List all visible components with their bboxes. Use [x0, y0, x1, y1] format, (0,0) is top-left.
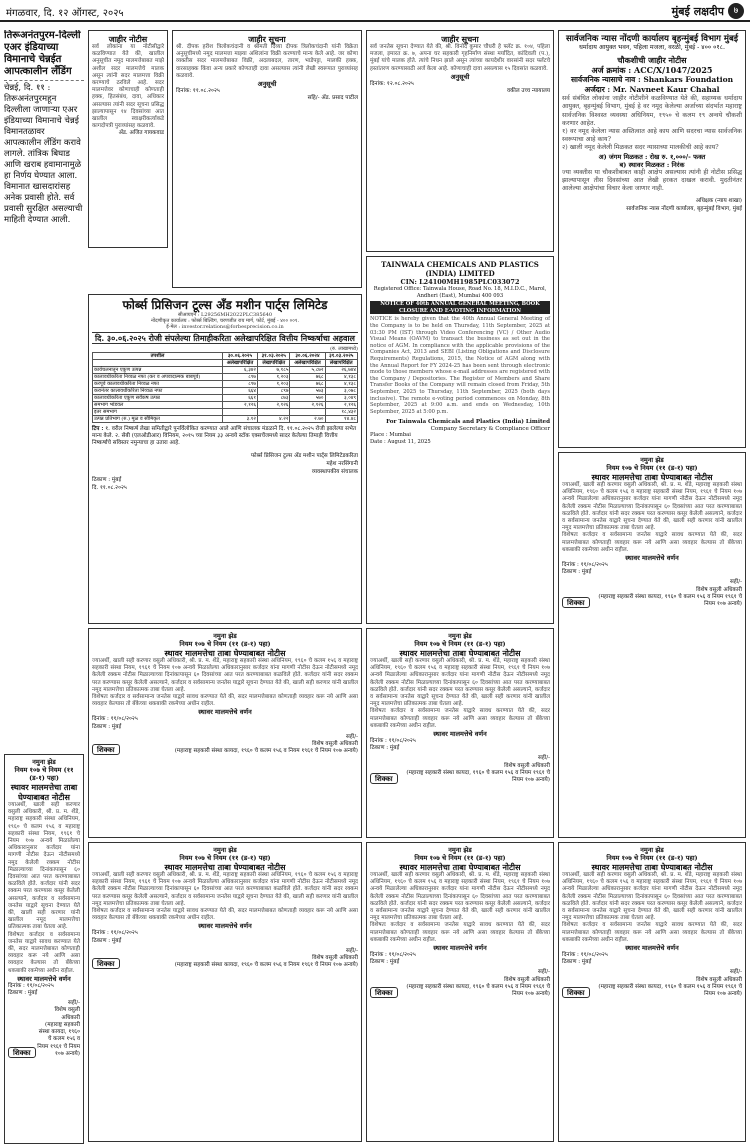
seal-stamp: शिक्का — [8, 1047, 36, 1058]
notice-form: नमुना झेड — [32, 758, 56, 766]
news-column — [4, 30, 84, 750]
newspaper-name: मुंबई लक्षदीप — [671, 5, 724, 18]
notice-body-2: विशेषतः कर्जदार व सर्वसामान्य जनतेस याद्वारे सावध करण्यात येते की, सदर मालमत्तेबाबत कोणताही व्यवहार करू नये आणि असा व्यवहार केल्यास तो बँकेच्या थकबाकी रकमेच्या अधीन राहील. — [370, 922, 550, 943]
notice-officer: विशेष वसुली अधिकारी — [312, 741, 358, 748]
notice-signer: सहि/- ॲड. प्रसाद पाटील — [307, 95, 358, 102]
notice-officer: विशेष वसुली अधिकारी — [696, 976, 742, 983]
notice-date: दिनांक : ११/०८/२०२५ — [562, 562, 608, 569]
row-value: ८९७ — [222, 374, 257, 381]
row-value — [222, 409, 257, 416]
table-col-sub: लेखापरिक्षित — [325, 360, 357, 367]
row-label: करानंतर कालावधीकरिता निव्वळ नफा — [93, 388, 223, 395]
row-value: २.७० — [290, 416, 325, 423]
notice-rule: नियम १०७ चे नियम (११ (ड-१) पहा) — [606, 464, 698, 472]
notice-signer: सही/- — [346, 947, 358, 954]
case-number: अर्ज क्रमांक : ACC/X/1047/2025 — [591, 65, 713, 76]
applicant: अर्जदार : Mr. Navneet Kaur Chahal — [584, 85, 720, 95]
notice-body: ज्याअर्थी, खाली सही करणार वसुली अधिकारी, श्री. प्र. म. शेंडे, महाराष्ट्र सहकारी संस्था अधिनियम, १९६० चे कलम १५६ व महाराष्ट्र सहकारी संस्था नियम, १९६१ चे नियम १०७ अन्वये मिळालेल्या अधिकारानुसार कर्जदार यांना मागणी नोटीस देऊन नोटीसमध्ये नमूद केलेली रक्कम नोटीस मिळाल्याच्या दिनांकापासून ६० दिवसांच्या आत परत करण्याबाबत कळविले होते. कर्जदार यांनी सदर रक्कम परत करण्यास कसूर केलेली असल्याने, कर्जदार व सर्वसामान्य जनतेस याद्वारे सूचना देण्यात येते की, खाली सही करणार यांनी खालील नमूद मालमत्तेचा प्रतिकात्मक ताबा घेतला आहे. — [562, 482, 742, 532]
seal-stamp: शिक्का — [92, 744, 120, 755]
row-value: ४,१३८ — [325, 381, 357, 388]
place: Place : Mumbai — [370, 432, 411, 439]
notice-date: दिनांक : ११/०८/२०२५ — [8, 982, 54, 989]
row-value: १४.४८ — [325, 416, 357, 423]
row-value: १,२०३ — [258, 374, 290, 381]
seal-stamp: शिक्का — [370, 987, 398, 998]
table-col-header: ३०.०६.२०२४ — [290, 353, 325, 360]
notice-place: ठिकाण : मुंबई — [92, 937, 122, 944]
notice-body-2: विशेषतः कर्जदार व सर्वसामान्य जनतेस याद्वारे सावध करण्यात येते की, सदर मालमत्तेबाबत कोणताही व्यवहार करू नये आणि असा व्यवहार केल्यास तो बँकेच्या थकबाकी रकमेच्या अधीन राहील. — [370, 708, 550, 729]
office-address: धर्मादाय आयुक्त भवन, पहिला मजला, वरळी, मुंबई - ४०० ०१८. — [579, 44, 725, 51]
notice-place: ठिकाण : मुंबई — [370, 745, 400, 752]
notice-body: ज्याअर्थी, खाली सही करणार वसुली अधिकारी, श्री. प्र. म. शेंडे, महाराष्ट्र सहकारी संस्था अधिनियम, १९६० चे कलम १५६ व महाराष्ट्र सहकारी संस्था नियम, १९६१ चे नियम १०७ अन्वये मिळालेल्या अधिकारानुसार कर्जदार यांना मागणी नोटीस देऊन नोटीसमध्ये नमूद केलेली रक्कम नोटीस मिळाल्याच्या दिनांकापासून ६० दिवसांच्या आत परत करण्याबाबत कळविले होते. कर्जदार यांनी सदर रक्कम परत करण्यास कसूर केलेली असल्याने, कर्जदार व सर्वसामान्य जनतेस याद्वारे सूचना देण्यात येते की, खाली सही करणार यांनी खालील नमूद मालमत्तेचा प्रतिकात्मक ताबा घेतला आहे. — [92, 872, 358, 907]
row-label: समभाग भांडवल — [93, 402, 223, 409]
table-col-sub: अलेखापरिक्षित — [222, 360, 257, 367]
schedule-title: अनुसूची — [257, 80, 277, 89]
possession-notice — [366, 842, 554, 1142]
signer-role: अधिक्षक (न्याय शाखा) — [695, 198, 742, 205]
notice-body: सर्व लोकांना या नोटीसीद्वारे कळविण्यात येते की, खालील अनुसूचीत नमूद मालमत्तेबाबत माझे अशील सदर मालमत्तेचे मालक असून त्यांनी सदर मालमत्ता विक्री करण्याचे ठरविले आहे. सदर मालमत्तेवर कोणाचाही कोणताही हक्क, हितसंबंध, दावा, अधिकार असल्यास त्यांनी सदर सूचना प्रसिद्ध झाल्यापासून १४ दिवसांच्या आत खालील स्वाक्षरीकर्त्याकडे कागदोपत्री पुराव्यांसह कळवावे. — [92, 44, 164, 130]
company-email: ई-मेल : investor.relations@forbesprecision.co.in — [166, 324, 284, 330]
notice-title: स्थावर मालमत्तेचा ताबा घेण्याबाबत नोटीस — [164, 648, 286, 658]
row-label: करपूर्व कालावधीकरिता निव्वळ नफा — [93, 381, 223, 388]
company-name: TAINWALA CHEMICALS AND PLASTICS (INDIA) LIMITED — [381, 260, 539, 278]
table-row — [93, 388, 358, 395]
public-trust-notice — [558, 30, 746, 448]
notice-body: ज्याअर्थी, खाली सही करणार वसुली अधिकारी, श्री. प्र. म. शेंडे, महाराष्ट्र सहकारी संस्था अधिनियम, १९६० चे कलम १५६ व महाराष्ट्र सहकारी संस्था नियम, १९६१ चे नियम १०७ अन्वये मिळालेल्या अधिकारानुसार कर्जदार यांना मागणी नोटीस देऊन नोटीसमध्ये नमूद केलेली रक्कम नोटीस मिळाल्याच्या दिनांकापासून ६० दिवसांच्या आत परत करण्याबाबत कळविले होते. कर्जदार यांनी सदर रक्कम परत करण्यास कसूर केलेली असल्याने, कर्जदार व सर्वसामान्य जनतेस याद्वारे सूचना देण्यात येते की, खाली सही करणार यांनी खालील नमूद मालमत्तेचा प्रतिकात्मक ताबा घेतला आहे. — [92, 658, 358, 693]
note-body: १. वरील निष्कर्ष लेखा समितीद्वारे पुनर्विलोकित करण्यात आले आणि संचालक मंडळाने दि. ११.०८.२०२५ रोजी झालेल्या सभेत मान्य केले. २. सेबी (एलओडीआर) विनियम, २०१५ च्या नियम ३३ अन्वये स्टॉक एक्सचेंजमध्ये सादर केलेल्या तिमाही वित्तीय निष्कर्षाचे सविस्तर नमुन्याचा हा उतारा आहे. — [92, 426, 357, 446]
notice-signer: सही/- — [730, 969, 742, 976]
notice-signer: सही/- — [68, 1000, 80, 1007]
forbes-financial-results — [88, 294, 362, 624]
results-table — [92, 352, 358, 423]
row-value: ३.१२ — [222, 416, 257, 423]
notice-officer: विशेष वसुली अधिकारी — [54, 1007, 80, 1021]
agm-body: NOTICE is hereby given that the 40th Annual General Meeting of the Company is to be held on Thursday, 11th September, 2025 at 03:30 PM (IST) through Video Conferencing (VC) / Other Audio Visual Means (OAVM) to transact the business as set out in the notice of AGM. In compliance with the applicable provisions of the Companies Act, 2013 and SEBI (Listing Obligations and Disclosure Requirements) Regulations, 2015, the Notice of AGM along with the Annual Report for FY 2024-25 has been sent through electronic mode to those members whose e-mail addresses are registered with the Company / Depositories. The Register of Members and Share Transfer Books of the Company will remain closed from Friday, 5th September, 2025 to Thursday, 11th September, 2025 (both days inclusive). The remote e-voting period commences on Monday, 8th September, 2025 at 9:00 a.m. and ends on Wednesday, 10th September, 2025 at 5:00 p.m. — [370, 316, 550, 415]
notice-body-2: विशेषतः कर्जदार व सर्वसामान्य जनतेस याद्वारे सावध करण्यात येते की, सदर मालमत्तेबाबत कोणताही व्यवहार करू नये आणि असा व्यवहार केल्यास तो बँकेच्या थकबाकी रकमेच्या अधीन राहील. — [562, 922, 742, 943]
notice-officer-note: (महाराष्ट्र सहकारी संस्था कायदा, १९६० चे कलम १५६ व नियम १९६१ चे नियम १०७ अन्वये) — [598, 983, 742, 998]
notice-officer-note: (महाराष्ट्र सहकारी संस्था कायदा, १९६० चे कलम १५६ व नियम १९६१ चे नियम १०७ अन्वये) — [406, 769, 550, 784]
notice-officer-note: (महाराष्ट्र सहकारी संस्था कायदा, १९६० चे कलम १५६ व नियम १९६१ चे नियम १०७ अन्वये) — [37, 1021, 80, 1057]
schedule-title: स्थावर मालमत्तेचे वर्णन — [433, 944, 487, 953]
schedule-title: स्थावर मालमत्तेचे वर्णन — [625, 944, 679, 953]
notice-place: ठिकाण : मुंबई — [562, 569, 592, 576]
notice-officer-note: (महाराष्ट्र सहकारी संस्था कायदा, १९६० चे कलम १५६ व नियम १९६१ चे नियम १०७ अन्वये) — [598, 593, 742, 608]
row-value: २६,७४४ — [325, 367, 357, 374]
notice-signer: सही/- — [730, 579, 742, 586]
schedule-title: अनुसूची — [450, 72, 470, 81]
table-col-header: ३१.०३.२०२५ — [325, 353, 357, 360]
signer-office: सार्वजनिक न्यास नोंदणी कार्यालय, बृहन्मुंबई विभाग, मुंबई — [626, 206, 742, 213]
notice-form: नमुना झेड — [213, 846, 237, 854]
table-row — [93, 409, 358, 416]
row-label: कालावधीकरिता एकूण सर्वंकष उत्पन्न — [93, 395, 223, 402]
notice-date: दिनांक : ११/०८/२०२५ — [92, 930, 138, 937]
notice-title: जाहीर नोटीस — [108, 34, 148, 44]
notice-body-2: विशेषतः कर्जदार व सर्वसामान्य जनतेस याद्वारे सावध करण्यात येते की, सदर मालमत्तेबाबत कोणताही व्यवहार करू नये आणि असा व्यवहार केल्यास तो बँकेच्या थकबाकी रकमेच्या अधीन राहील. — [92, 908, 358, 922]
notice-title: स्थावर मालमत्तेचा ताबा घेण्याबाबत नोटीस — [399, 862, 521, 872]
public-notice-chaudhari — [366, 30, 554, 252]
row-value: ६,३४२ — [222, 367, 257, 374]
row-value: ५७० — [290, 395, 325, 402]
notice-rule: नियम १०७ चे नियम (११ (ड-१) पहा) — [606, 854, 698, 862]
row-value: ३,०४९ — [325, 395, 357, 402]
schedule-title: स्थावर मालमत्तेचे वर्णन — [17, 974, 71, 983]
notice-body: ज्याअर्थी, खाली सही करणार वसुली अधिकारी, श्री. प्र. म. शेंडे, महाराष्ट्र सहकारी संस्था अधिनियम, १९६० चे कलम १५६ व महाराष्ट्र सहकारी संस्था नियम, १९६१ चे नियम १०७ अन्वये मिळालेल्या अधिकारानुसार कर्जदार यांना मागणी नोटीस देऊन नोटीसमध्ये नमूद केलेली रक्कम नोटीस मिळाल्याच्या दिनांकापासून ६० दिवसांच्या आत परत करण्याबाबत कळविले होते. कर्जदार यांनी सदर रक्कम परत करण्यास कसूर केलेली असल्याने, कर्जदार व सर्वसामान्य जनतेस याद्वारे सूचना देण्यात येते की, खाली सही करणार यांनी खालील नमूद मालमत्तेचा प्रतिकात्मक ताबा घेतला आहे. — [370, 658, 550, 708]
table-row — [93, 374, 358, 381]
row-value: २,१२६ — [325, 402, 357, 409]
notice-rule: नियम १०७ चे नियम (११ (ड-१) पहा) — [14, 766, 74, 782]
row-value: ३,०७८ — [325, 388, 357, 395]
row-value: ७,१८५ — [258, 367, 290, 374]
issue-date: मंगळवार, दि. १२ ऑगस्ट, २०२५ — [6, 8, 124, 19]
notice-signer: सही/- — [538, 969, 550, 976]
office-title: सार्वजनिक न्यास नोंदणी कार्यालय बृहन्मुंबई विभाग मुंबई — [565, 34, 739, 44]
row-value: ८९७ — [258, 388, 290, 395]
company-address: नोंदणीकृत कार्यालय : फोर्ब्स बिल्डिंग, चरणजीत राय मार्ग, फोर्ट, मुंबई - ४०० ००१. — [150, 318, 300, 324]
notice-form: नमुना झेड — [640, 456, 664, 464]
row-value: ५,८७२ — [290, 367, 325, 374]
notice-body: ज्याअर्थी, खाली सही करणार वसुली अधिकारी, श्री. प्र. म. शेंडे, महाराष्ट्र सहकारी संस्था अधिनियम, १९६० चे कलम १५६ व महाराष्ट्र सहकारी संस्था नियम, १९६१ चे नियम १०७ अन्वये मिळालेल्या अधिकारानुसार कर्जदार यांना मागणी नोटीस देऊन नोटीसमध्ये नमूद केलेली रक्कम नोटीस मिळाल्याच्या दिनांकापासून ६० दिवसांच्या आत परत करण्याबाबत कळविले होते. कर्जदार यांनी सदर रक्कम परत करण्यास कसूर केलेली असल्याने, कर्जदार व सर्वसामान्य जनतेस याद्वारे सूचना देण्यात येते की, खाली सही करणार यांनी खालील नमूद मालमत्तेचा प्रतिकात्मक ताबा घेतला आहे. — [370, 872, 550, 922]
seal-stamp: शिक्का — [562, 597, 590, 608]
seal-stamp: शिक्का — [370, 773, 398, 784]
row-value: २,१२६ — [222, 402, 257, 409]
tainwala-agm-notice — [366, 256, 554, 624]
trust-name: सार्वजनिक न्यासाचे नाव : Shankars Foundation — [570, 75, 734, 85]
notice-officer-note: (महाराष्ट्र सहकारी संस्था कायदा, १९६० चे कलम १५६ व नियम १९६१ चे नियम १०७ अन्वये) — [406, 983, 550, 998]
possession-notice — [366, 628, 554, 838]
row-label: कार्यचलनातून एकूण उत्पन्न — [93, 367, 223, 374]
notice-body: ज्याअर्थी, खाली सही करणार वसुली अधिकारी, श्री. प्र. म. शेंडे, महाराष्ट्र सहकारी संस्था अधिनियम, १९६० चे कलम १५६ व महाराष्ट्र सहकारी संस्था नियम, १९६१ चे नियम १०७ अन्वये मिळालेल्या अधिकारानुसार कर्जदार यांना मागणी नोटीस देऊन नोटीसमध्ये नमूद केलेली रक्कम नोटीस मिळाल्याच्या दिनांकापासून ६० दिवसांच्या आत परत करण्याबाबत कळविले होते. कर्जदार यांनी सदर रक्कम परत करण्यास कसूर केलेली असल्याने, कर्जदार व सर्वसामान्य जनतेस याद्वारे सूचना देण्यात येते की, खाली सही करणार यांनी खालील नमूद मालमत्तेचा प्रतिकात्मक ताबा घेतला आहे. — [562, 872, 742, 922]
row-value: ८७३ — [258, 395, 290, 402]
possession-notice — [88, 842, 362, 1142]
notice-officer: विशेष वसुली अधिकारी — [696, 586, 742, 593]
row-value: ६६४ — [222, 388, 257, 395]
table-col-sub — [93, 360, 223, 367]
notice-body-2: विशेषतः कर्जदार व सर्वसामान्य जनतेस याद्वारे सावध करण्यात येते की, सदर मालमत्तेबाबत कोणताही व्यवहार करू नये आणि असा व्यवहार केल्यास तो बँकेच्या थकबाकी रकमेच्या अधीन राहील. — [8, 931, 80, 974]
notice-place: ठिकाण : मुंबई — [8, 990, 38, 997]
table-row — [93, 395, 358, 402]
table-row — [93, 381, 358, 388]
notice-form: नमुना झेड — [448, 632, 472, 640]
footer-body: ज्या व्यक्तीस या चौकशीबाबत काही आक्षेप असल्यास त्यांनी ही नोटीस प्रसिद्ध झाल्यापासून तीस दिवसांच्या आत लेखी हरकत दाखल करावी. मुदतीनंतर आलेल्या आक्षेपांचा विचार केला जाणार नाही. — [562, 168, 742, 193]
table-row — [93, 367, 358, 374]
row-value: ७६८ — [290, 381, 325, 388]
notice-form: नमुना झेड — [448, 846, 472, 854]
notice-date: दिनांक: १२.०८.२०२५ — [370, 80, 414, 87]
notice-signer: ॲड. अजित गायकवाड — [118, 130, 164, 137]
notice-date: दिनांक : ११/०८/२०२५ — [370, 738, 416, 745]
results-title: दि. ३०.०६.२०२५ रोजी संपलेल्या तिमाहीकरिता अलेखापरिक्षित वित्तीय निष्कर्षाचा अहवाल — [92, 332, 358, 344]
row-label: उत्पन्न प्रतिभाग (रु.) मूळ व सौमिकृत — [93, 416, 223, 423]
notice-body: सर्व संबंधित लोकांना जाहीर नोटीशीने कळविण्यात येते की, सहाय्यक धर्मादाय आयुक्त, बृहन्मुंबई विभाग, मुंबई हे वर नमूद केलेल्या अर्जाच्या संदर्भात महाराष्ट्र सार्वजनिक विश्वस्त व्यवस्था अधिनियम, १९५० चे कलम १९ अन्वये चौकशी करणार आहेत. — [562, 95, 742, 127]
possession-notice — [4, 754, 84, 1144]
notice-place: ठिकाण : मुंबई — [92, 723, 122, 730]
inquiry-notice: चौकशीची जाहीर नोटीस — [617, 55, 687, 66]
notice-date: दिनांक: ११.०८.२०२५ — [176, 88, 220, 95]
notice-rule: नियम १०७ चे नियम (११ (ड-१) पहा) — [414, 640, 506, 648]
public-notice-trilokchandani — [172, 30, 362, 288]
company-cin: CIN: L24100MH1985PLC033072 — [400, 278, 520, 286]
table-col-header: ३०.०६.२०२५ — [222, 353, 257, 360]
seal-stamp: शिक्का — [92, 958, 120, 969]
date: दि. ११.०८.२०२५ — [92, 485, 127, 491]
table-col-header: ३१.०३.२०२५ — [258, 353, 290, 360]
notice-officer-note: (महाराष्ट्र सहकारी संस्था कायदा, १९६० चे कलम १५६ व नियम १९६१ चे नियम १०७ अन्वये) — [174, 962, 358, 969]
possession-notice — [558, 842, 746, 1142]
place: ठिकाण : मुंबई — [92, 477, 122, 483]
movable-property: अ) जंगम मिळकत : रोख रु. १,०००/- फक्त — [598, 152, 706, 161]
notice-title: स्थावर मालमत्तेचा ताबा घेण्याबाबत नोटीस — [591, 862, 713, 872]
notice-date: दिनांक : ११/०८/२०२५ — [370, 952, 416, 959]
news-body: चेन्नई, दि. ११ : तिरूअनंतपुरमहून दिल्लीला जाणाऱ्या एअर इंडियाच्या विमानाचे चेन्नई विमानतळावर आपत्कालीन लँडिंग करावे लागले. तांत्रिक बिघाड आणि खराब हवामानामुळे हा निर्णय घेण्यात आला. विमानात खासदारांसह अनेक प्रवासी होते. सर्व प्रवासी सुरक्षित असल्याची माहिती देण्यात आली. — [4, 83, 83, 225]
notice-rule: नियम १०७ चे नियम (११ (ड-१) पहा) — [179, 640, 271, 648]
notice-body: श्री. दीपक हरीश त्रिलोकचंदानी व श्रीमती दिव्या दीपक त्रिलोकचंदानी यांनी विक्रेता अनुसूचीमध्ये नमूद मालमत्ता माझ्या अशिलांना विक्री करण्याचे मान्य केले आहे. जर कोणा व्यक्तीस सदर मालमत्तेबाबत विक्री, अदलाबदल, तारण, भाडेपट्टा, मालकी हक्क, वारसाहक्क किंवा अन्य प्रकारे कोणताही दावा असल्यास त्यांनी लेखी स्वरूपात पुराव्यांसह कळवावे. — [176, 44, 358, 79]
row-value: २,१२६ — [290, 402, 325, 409]
notice-date: दिनांक : ११/०८/२०२५ — [92, 716, 138, 723]
row-value: ६६१ — [222, 395, 257, 402]
notice-officer: विशेष वसुली अधिकारी — [312, 955, 358, 962]
notice-title: स्थावर मालमत्तेचा ताबा घेण्याबाबत नोटीस — [399, 648, 521, 658]
notice-body-2: विशेषतः कर्जदार व सर्वसामान्य जनतेस याद्वारे सावध करण्यात येते की, सदर मालमत्तेबाबत कोणताही व्यवहार करू नये आणि असा व्यवहार केल्यास तो बँकेच्या थकबाकी रकमेच्या अधीन राहील. — [562, 532, 742, 553]
secretary: Company Secretary & Compliance Officer — [430, 425, 550, 432]
notice-signer: सही/- — [346, 733, 358, 740]
notice-title: जाहीर सूचना — [248, 34, 286, 44]
news-headline: तिरूअनंतपुरम-दिल्ली एअर इंडियाच्या विमानाचे चेन्नईत आपत्कालीन लँडिंग — [4, 30, 81, 77]
notice-form: नमुना झेड — [640, 846, 664, 854]
notice-rule: नियम १०७ चे नियम (११ (ड-१) पहा) — [414, 854, 506, 862]
row-value: १,२०३ — [258, 381, 290, 388]
notice-place: ठिकाण : मुंबई — [370, 959, 400, 966]
notice-body-2: विशेषतः कर्जदार व सर्वसामान्य जनतेस याद्वारे सावध करण्यात येते की, सदर मालमत्तेबाबत कोणताही व्यवहार करू नये आणि असा व्यवहार केल्यास तो बँकेच्या थकबाकी रकमेच्या अधीन राहील. — [92, 694, 358, 708]
row-value: ४.२२ — [258, 416, 290, 423]
row-value: १८,४३२ — [325, 409, 357, 416]
table-row — [93, 416, 358, 423]
schedule-title: स्थावर मालमत्तेचे वर्णन — [625, 554, 679, 563]
row-value: ८९७ — [222, 381, 257, 388]
signer-name: महेश नरसिंगानी — [326, 461, 358, 467]
table-col-sub: अलेखापरिक्षित — [290, 360, 325, 367]
row-value: २,१२६ — [258, 402, 290, 409]
notice-title: स्थावर मालमत्तेचा ताबा घेण्याबाबत नोटीस — [591, 472, 713, 482]
company-address: Registered Office: Tainwala House, Road No. 18, M.I.D.C., Marol, Andheri (East), Mumbai 400 093 — [373, 286, 547, 299]
notice-place: ठिकाण : मुंबई — [562, 959, 592, 966]
agm-notice-title: NOTICE OF 40th ANNUAL GENERAL MEETING, BOOK CLOSURE AND E-VOTING INFORMATION — [370, 301, 550, 314]
immovable-property: ब) स्थावर मिळकत : निरंक — [619, 160, 685, 169]
notice-body: सर्व जनतेस सूचना देण्यात येते की, श्री. विनोद कुमार चौधरी हे फ्लॅट क्र. १०४, पहिला मजला, इमारत क्र. ७, अपना घर सहकारी गृहनिर्माण संस्था मर्यादित, कांदिवली (प.), मुंबई यांचे मालक होते. त्यांचे निधन झाले असून त्यांच्या कायदेशीर वारसांनी सदर फ्लॅटचे हस्तांतरण करण्यासाठी अर्ज केला आहे. कोणाचाही दावा असल्यास १५ दिवसांत कळवावे. — [370, 44, 550, 72]
note-title: टिप : — [92, 426, 104, 432]
row-value — [258, 409, 290, 416]
schedule-title: स्थावर मालमत्तेचे वर्णन — [433, 730, 487, 739]
notice-signer: सही/- — [538, 755, 550, 762]
row-label: इतर समभाग — [93, 409, 223, 416]
signer: For Tainwala Chemicals and Plastics (India) Limited — [386, 419, 550, 426]
schedule-title: स्थावर मालमत्तेचे वर्णन — [198, 708, 252, 717]
notice-form: नमुना झेड — [213, 632, 237, 640]
notice-officer-note: (महाराष्ट्र सहकारी संस्था कायदा, १९६० चे कलम १५६ व नियम १९६१ चे नियम १०७ अन्वये) — [174, 748, 358, 755]
possession-notice — [88, 628, 362, 838]
row-value: ४,१३८ — [325, 374, 357, 381]
page-header — [0, 0, 750, 22]
question-1: १) वर नमूद केलेला न्यास अस्तित्वात आहे काय आणि सदरचा न्यास सार्वजनिक स्वरूपाचा आहे काय? — [562, 128, 742, 144]
notice-title: स्थावर मालमत्तेचा ताबा घेण्याबाबत नोटीस — [10, 782, 78, 802]
row-label: कालावधीकरिता निव्वळ नफा (कर व अपवादात्मक बाबपूर्व) — [93, 374, 223, 381]
page-number: ७ — [728, 3, 744, 19]
row-value — [290, 409, 325, 416]
seal-stamp: शिक्का — [562, 987, 590, 998]
notice-signer: वकील उच्च न्यायालय — [506, 88, 550, 95]
row-value: ७६८ — [290, 374, 325, 381]
possession-notice — [558, 452, 746, 838]
notice-body: ज्याअर्थी, खाली सही करणार वसुली अधिकारी, श्री. प्र. म. शेंडे, महाराष्ट्र सहकारी संस्था अधिनियम, १९६० चे कलम १५६ व महाराष्ट्र सहकारी संस्था नियम, १९६१ चे नियम १०७ अन्वये मिळालेल्या अधिकारानुसार कर्जदार यांना मागणी नोटीस देऊन नोटीसमध्ये नमूद केलेली रक्कम नोटीस मिळाल्याच्या दिनांकापासून ६० दिवसांच्या आत परत करण्याबाबत कळविले होते. कर्जदार यांनी सदर रक्कम परत करण्यास कसूर केलेली असल्याने, कर्जदार व सर्वसामान्य जनतेस याद्वारे सूचना देण्यात येते की, खाली सही करणार यांनी खालील नमूद मालमत्तेचा प्रतिकात्मक ताबा घेतला आहे. — [8, 802, 80, 931]
company-name: फोर्ब्स प्रिसिजन टूल्स अँड मशीन पार्ट्स लिमिटेड — [122, 298, 328, 312]
schedule-title: स्थावर मालमत्तेचे वर्णन — [198, 922, 252, 931]
public-notice-small — [88, 30, 168, 248]
notice-title: जाहीर सूचना — [441, 34, 479, 44]
notice-date: दिनांक : ११/०८/२०२५ — [562, 952, 608, 959]
notice-rule: नियम १०७ चे नियम (११ (ड-१) पहा) — [179, 854, 271, 862]
notice-officer: विशेष वसुली अधिकारी — [504, 976, 550, 983]
results-unit: (रु. लाखामध्ये) — [330, 346, 358, 352]
table-col-header: तपशील — [93, 353, 223, 360]
row-value: ५७३ — [290, 388, 325, 395]
company-cin: सीआयएन : L29256MH2022PLC385640 — [177, 312, 273, 318]
signer-role: व्यवस्थापकीय संचालक — [311, 469, 358, 475]
table-row — [93, 402, 358, 409]
question-2: २) खाली नमूद केलेली मिळकत सदर न्यासाच्या मालकीची आहे काय? — [562, 144, 719, 152]
for-line: फोर्ब्स प्रिसिजन टूल्स अँड मशीन पार्ट्स लिमिटेडकरिता — [250, 453, 358, 459]
notice-title: स्थावर मालमत्तेचा ताबा घेण्याबाबत नोटीस — [164, 862, 286, 872]
notice-officer: विशेष वसुली अधिकारी — [504, 762, 550, 769]
table-col-sub: लेखापरिक्षित — [258, 360, 290, 367]
date: Date : August 11, 2025 — [370, 439, 431, 446]
